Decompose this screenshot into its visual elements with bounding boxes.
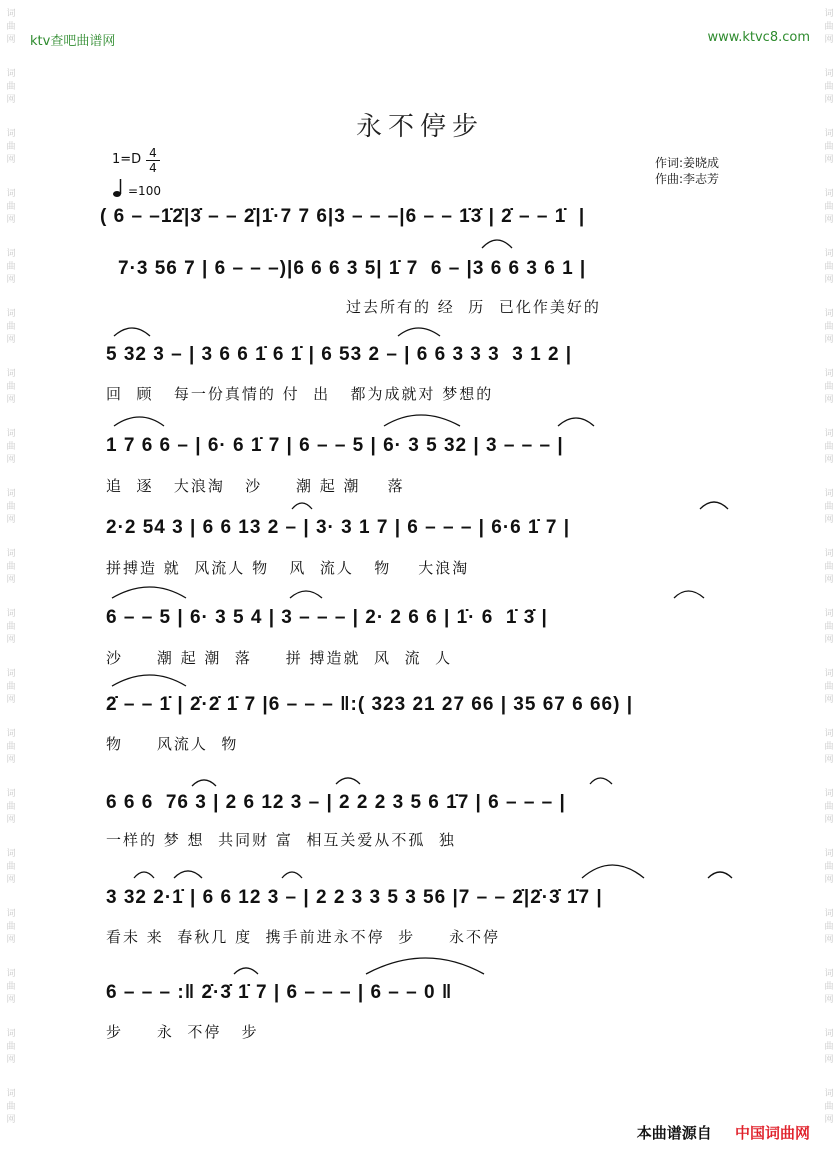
watermark-char: 网 (824, 335, 834, 345)
watermark-char: 曲 (824, 442, 834, 452)
slur-arc (112, 675, 186, 686)
watermark-char: 网 (6, 935, 16, 945)
lyric-text-2: 过去所有的 经 历 已化作美好的 (346, 298, 601, 316)
watermark-char: 曲 (6, 1042, 16, 1052)
footer-source (637, 1122, 810, 1143)
watermark-char: 网 (6, 275, 16, 285)
lyric-line-9 (0, 926, 840, 948)
watermark-char: 曲 (6, 682, 16, 692)
watermark-char: 网 (6, 995, 16, 1005)
watermark-char: 词 (6, 429, 16, 439)
watermark-char: 曲 (824, 202, 834, 212)
watermark-char: 词 (6, 1089, 16, 1099)
tempo-marking (112, 178, 161, 198)
watermark-char: 词 (824, 369, 834, 379)
time-signature (146, 146, 160, 175)
watermark-char: 曲 (6, 142, 16, 152)
watermark-char: 词 (824, 909, 834, 919)
watermark-char: 曲 (824, 82, 834, 92)
score-line-2 (0, 258, 840, 288)
watermark-char: 曲 (824, 862, 834, 872)
slur-arc (674, 591, 704, 598)
watermark-char: 词 (824, 69, 834, 79)
score-line-6 (0, 607, 840, 637)
watermark-char: 曲 (6, 202, 16, 212)
watermark-char: 词 (824, 729, 834, 739)
watermark-char: 词 (824, 549, 834, 559)
watermark-char: 曲 (824, 1102, 834, 1112)
watermark-char: 曲 (6, 802, 16, 812)
notation-line-7: 2̇ – – 1̇ | 2̇·2̇ 1̇ 7 |6 – – – ‖:( 323 21 27 66 | 35 67 6 66) | (106, 694, 634, 715)
watermark-char: 曲 (824, 982, 834, 992)
slur-arc (398, 328, 440, 336)
watermark-char: 词 (824, 249, 834, 259)
watermark-char: 网 (6, 155, 16, 165)
composer-credit: 作曲:李志芳 (655, 172, 720, 186)
watermark-char: 词 (6, 729, 16, 739)
watermark-char: 词 (824, 189, 834, 199)
watermark-char: 词 (6, 9, 16, 19)
tempo-value: =100 (128, 184, 161, 198)
lyric-text-8: 一样的 梦 想 共同财 富 相互关爱从不孤 独 (106, 831, 456, 849)
notation-line-10: 6 – – – :‖ 2̇·3̇ 1̇ 7 | 6 – – – | 6 – – 0 ‖ (106, 982, 453, 1003)
slur-arc (482, 240, 512, 248)
watermark-char: 词 (824, 9, 834, 19)
slur-arc (582, 865, 644, 878)
watermark-char: 曲 (6, 22, 16, 32)
lyric-text-7: 物 风流人 物 (106, 735, 239, 753)
watermark-char: 网 (6, 455, 16, 465)
watermark-char: 网 (824, 515, 834, 525)
watermark-char: 词 (6, 249, 16, 259)
watermark-char: 词 (6, 549, 16, 559)
slur-arc (192, 780, 216, 786)
watermark-char: 曲 (6, 982, 16, 992)
quarter-note-icon (112, 178, 126, 198)
site-url-right[interactable]: www.ktvc8.com (707, 30, 810, 45)
watermark-char: 曲 (6, 862, 16, 872)
watermark-char: 词 (6, 189, 16, 199)
watermark-char: 网 (6, 95, 16, 105)
watermark-char: 网 (6, 395, 16, 405)
watermark-char: 曲 (6, 502, 16, 512)
watermark-char: 词 (6, 369, 16, 379)
lyric-text-4: 追 逐 大浪淘 沙 潮 起 潮 落 (106, 477, 405, 495)
watermark-char: 词 (824, 969, 834, 979)
notation-line-9: 3 32 2·1̇ | 6 6 12 3 – | 2 2 3 3 5 3 56 |7 – – 2̇|2̇·3̇ 1̇7 | (106, 887, 603, 908)
key-signature: 1=D (112, 152, 142, 167)
watermark-char: 曲 (6, 442, 16, 452)
watermark-char: 网 (6, 35, 16, 45)
slur-arc (590, 778, 612, 784)
footer-source-label: 本曲谱源自 (636, 1124, 712, 1142)
watermark-char: 词 (6, 789, 16, 799)
watermark-char: 词 (824, 1089, 834, 1099)
score-line-7 (0, 694, 840, 724)
watermark-char: 网 (824, 35, 834, 45)
watermark-char: 曲 (6, 82, 16, 92)
lyric-line-5 (0, 557, 840, 579)
watermark-char: 词 (824, 129, 834, 139)
watermark-char: 网 (6, 1115, 16, 1125)
watermark-char: 词 (824, 429, 834, 439)
watermark-char: 词 (824, 669, 834, 679)
watermark-char: 网 (6, 1055, 16, 1065)
slur-arc (384, 415, 460, 426)
watermark-char: 网 (824, 215, 834, 225)
watermark-char: 网 (824, 695, 834, 705)
watermark-char: 网 (824, 755, 834, 765)
notation-line-2: 7·3 56 7 | 6 – – –)|6 6 6 3 5| 1̇ 7 6 – |3 6 6 3 6 1 | (118, 258, 587, 279)
watermark-char: 词 (6, 849, 16, 859)
watermark-char: 曲 (824, 742, 834, 752)
watermark-char: 曲 (6, 922, 16, 932)
lyric-line-7 (0, 733, 840, 755)
score-line-1 (0, 206, 840, 236)
notation-line-5: 2·2 54 3 | 6 6 13 2 – | 3· 3 1 7 | 6 – – – | 6·6 1̇ 7 | (106, 517, 571, 538)
watermark-char: 网 (824, 635, 834, 645)
slur-arc (292, 503, 312, 509)
lyric-text-6: 沙 潮 起 潮 落 拼 搏造就 风 流 人 (106, 649, 453, 667)
watermark-char: 曲 (6, 562, 16, 572)
lyric-line-3 (0, 383, 840, 405)
watermark-char: 网 (6, 215, 16, 225)
score-line-8 (0, 792, 840, 822)
score-line-5 (0, 517, 840, 547)
watermark-char: 词 (824, 789, 834, 799)
slur-arc (174, 871, 202, 878)
lyric-line-4 (0, 475, 840, 497)
watermark-char: 词 (6, 309, 16, 319)
watermark-char: 曲 (6, 1102, 16, 1112)
slur-arc (708, 872, 732, 878)
slur-arc (234, 968, 258, 974)
notation-line-8: 6 6 6 76 3 | 2 6 12 3 – | 2 2 2 3 5 6 1̇7 | 6 – – – | (106, 792, 566, 813)
watermark-char: 曲 (6, 622, 16, 632)
site-name-left[interactable]: ktv查吧曲谱网 (30, 34, 116, 49)
watermark-char: 曲 (6, 742, 16, 752)
watermark-char: 曲 (824, 22, 834, 32)
watermark-char: 网 (824, 1115, 834, 1125)
watermark-char: 网 (824, 455, 834, 465)
watermark-char: 网 (824, 815, 834, 825)
watermark-char: 曲 (824, 562, 834, 572)
watermark-char: 曲 (824, 382, 834, 392)
lyric-line-10 (0, 1021, 840, 1043)
notation-line-4: 1 7 6 6 – | 6· 6 1̇ 7 | 6 – – 5 | 6· 3 5 32 | 3 – – – | (106, 435, 564, 456)
watermark-char: 网 (824, 155, 834, 165)
watermark-char: 网 (6, 815, 16, 825)
time-signature-bottom: 4 (146, 160, 160, 175)
slur-arc (114, 328, 150, 336)
notation-line-1: ( 6 – –1̇2̇|3̇ – – 2̇|1̇·7 7 6|3 – – –|6 – – 1̇3̇ | 2̇ – – 1̇ | (100, 206, 586, 227)
watermark-char: 网 (824, 575, 834, 585)
watermark-char: 词 (824, 849, 834, 859)
watermark-char: 曲 (6, 262, 16, 272)
watermark-char: 网 (6, 755, 16, 765)
time-signature-top: 4 (149, 146, 157, 160)
watermark-char: 曲 (6, 322, 16, 332)
watermark-char: 词 (6, 669, 16, 679)
watermark-char: 曲 (824, 142, 834, 152)
watermark-char: 曲 (824, 502, 834, 512)
notation-line-6: 6 – – 5 | 6· 3 5 4 | 3 – – – | 2· 2 6 6 | 1̇· 6 1̇ 3̇ | (106, 607, 548, 628)
slur-arc (134, 872, 154, 878)
watermark-char: 曲 (824, 322, 834, 332)
watermark-char: 网 (824, 275, 834, 285)
watermark-char: 曲 (824, 922, 834, 932)
watermark-char: 词 (6, 69, 16, 79)
watermark-char: 网 (6, 335, 16, 345)
watermark-char: 网 (6, 575, 16, 585)
watermark-char: 词 (6, 609, 16, 619)
watermark-char: 词 (6, 489, 16, 499)
watermark-char: 网 (824, 95, 834, 105)
footer-source-site[interactable]: 中国词曲网 (734, 1124, 810, 1142)
score-line-9 (0, 887, 840, 917)
watermark-char: 网 (6, 635, 16, 645)
slur-arc (112, 587, 186, 598)
watermark-char: 网 (824, 995, 834, 1005)
slur-arc (114, 417, 164, 426)
lyric-text-10: 步 永 不停 步 (106, 1023, 259, 1041)
watermark-char: 曲 (824, 682, 834, 692)
lyric-text-5: 拼搏造 就 风流人 物 风 流人 物 大浪淘 (106, 559, 470, 577)
watermark-char: 词 (824, 1029, 834, 1039)
watermark-char: 词 (824, 609, 834, 619)
lyric-text-3: 回 顾 每一份真情的 付 出 都为成就对 梦想的 (106, 385, 494, 403)
watermark-char: 网 (824, 395, 834, 405)
watermark-char: 网 (6, 695, 16, 705)
lyric-line-8 (0, 829, 840, 851)
watermark-char: 网 (824, 935, 834, 945)
lyric-line-6 (0, 647, 840, 669)
watermark-char: 词 (6, 909, 16, 919)
lyric-line-2 (0, 296, 840, 318)
watermark-char: 曲 (824, 262, 834, 272)
watermark-char: 曲 (824, 622, 834, 632)
watermark-char: 词 (824, 309, 834, 319)
watermark-char: 网 (824, 1055, 834, 1065)
watermark-char: 网 (824, 875, 834, 885)
slur-arc (700, 502, 728, 509)
watermark-char: 词 (6, 969, 16, 979)
watermark-char: 词 (6, 129, 16, 139)
slur-arc (558, 418, 594, 426)
score-line-10 (0, 982, 840, 1012)
score-line-4 (0, 435, 840, 465)
song-title: 永不停步 (355, 112, 484, 142)
watermark-char: 曲 (824, 802, 834, 812)
slur-arc (336, 778, 360, 784)
score-line-3 (0, 344, 840, 374)
watermark-char: 词 (824, 489, 834, 499)
watermark-char: 曲 (6, 382, 16, 392)
slur-arc (366, 958, 484, 974)
watermark-char: 词 (6, 1029, 16, 1039)
lyric-text-9: 看未 来 春秋几 度 携手前进永不停 步 永不停 (106, 928, 500, 946)
watermark-char: 网 (6, 875, 16, 885)
notation-line-3: 5 32 3 – | 3 6 6 1̇ 6 1̇ | 6 53 2 – | 6 6 3 3 3 3 1 2 | (106, 344, 573, 365)
slur-arc (282, 872, 302, 878)
slur-arc (290, 591, 322, 598)
watermark-char: 曲 (824, 1042, 834, 1052)
lyricist-credit: 作词:姜晓成 (655, 156, 720, 170)
watermark-char: 网 (6, 515, 16, 525)
